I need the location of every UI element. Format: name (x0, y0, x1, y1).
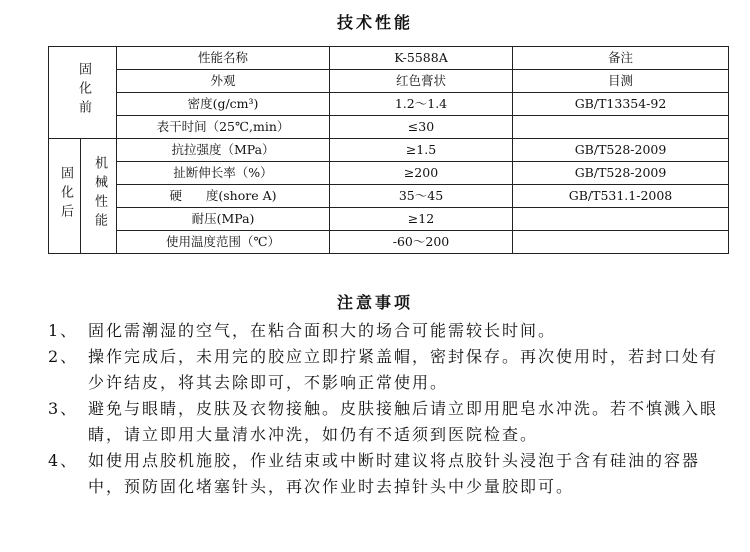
notes-list (48, 318, 728, 500)
cell-name: 使用温度范围（℃） (117, 231, 330, 254)
table-row (49, 93, 729, 116)
pre-cure-label (49, 47, 117, 139)
spec-table (48, 46, 729, 254)
note-text: 如使用点胶机施胶，作业结束或中断时建议将点胶针头浸泡于含有硅油的容器中，预防固化堵塞针头，再次作业时去掉针头中少量胶即可。 (88, 451, 701, 496)
post-cure-label (49, 139, 81, 254)
cell-name: 密度(g/cm³) (117, 93, 330, 116)
cell-name: 外观 (117, 70, 330, 93)
cell-note (513, 116, 729, 139)
table-row (49, 70, 729, 93)
cell-name: 抗拉强度（MPa） (117, 139, 330, 162)
note-item (48, 318, 728, 344)
header-note: 备注 (513, 47, 729, 70)
mech-label (81, 139, 117, 254)
cell-note: GB/T13354-92 (513, 93, 729, 116)
cell-name: 耐压(MPa) (117, 208, 330, 231)
cell-value: 35～45 (330, 185, 513, 208)
post-cure-text: 固化后 (57, 165, 73, 223)
cell-name: 表干时间（25℃,min） (117, 116, 330, 139)
table-header-row (49, 47, 729, 70)
table-row (49, 116, 729, 139)
spec-title: 技术性能 (336, 13, 413, 32)
table-row (49, 185, 729, 208)
note-number: 3、 (48, 399, 79, 418)
note-text: 固化需潮湿的空气，在粘合面积大的场合可能需较长时间。 (88, 321, 557, 340)
cell-value: ≤30 (330, 116, 513, 139)
pre-cure-text: 固化前 (75, 62, 91, 120)
note-item (48, 344, 728, 396)
header-value: K-5588A (330, 47, 513, 70)
note-number: 4、 (48, 451, 79, 470)
cell-note (513, 231, 729, 254)
cell-note: 目测 (513, 70, 729, 93)
cell-value: -60～200 (330, 231, 513, 254)
notes-title: 注意事项 (336, 293, 413, 312)
cell-note: GB/T528-2009 (513, 139, 729, 162)
cell-note: GB/T528-2009 (513, 162, 729, 185)
note-text: 避免与眼睛，皮肤及衣物接触。皮肤接触后请立即用肥皂水冲洗。若不慎溅入眼睛，请立即用大量清水冲洗，如仍有不适须到医院检查。 (88, 399, 719, 444)
note-text: 操作完成后，未用完的胶应立即拧紧盖帽，密封保存。再次使用时，若封口处有少许结皮，将其去除即可，不影响正常使用。 (88, 347, 719, 392)
cell-name: 扯断伸长率（%） (117, 162, 330, 185)
note-item (48, 396, 728, 448)
table-row (49, 231, 729, 254)
cell-note (513, 208, 729, 231)
cell-value: ≥1.5 (330, 139, 513, 162)
cell-value: 1.2～1.4 (330, 93, 513, 116)
note-number: 1、 (48, 321, 79, 340)
note-number: 2、 (48, 347, 79, 366)
mech-text: 机械性能 (91, 156, 107, 233)
cell-name: 硬 度(shore A) (117, 185, 330, 208)
note-item (48, 448, 728, 500)
cell-value: ≥12 (330, 208, 513, 231)
table-row (49, 139, 729, 162)
cell-note: GB/T531.1-2008 (513, 185, 729, 208)
header-name: 性能名称 (117, 47, 330, 70)
table-row (49, 208, 729, 231)
cell-value: 红色膏状 (330, 70, 513, 93)
table-row (49, 162, 729, 185)
cell-value: ≥200 (330, 162, 513, 185)
